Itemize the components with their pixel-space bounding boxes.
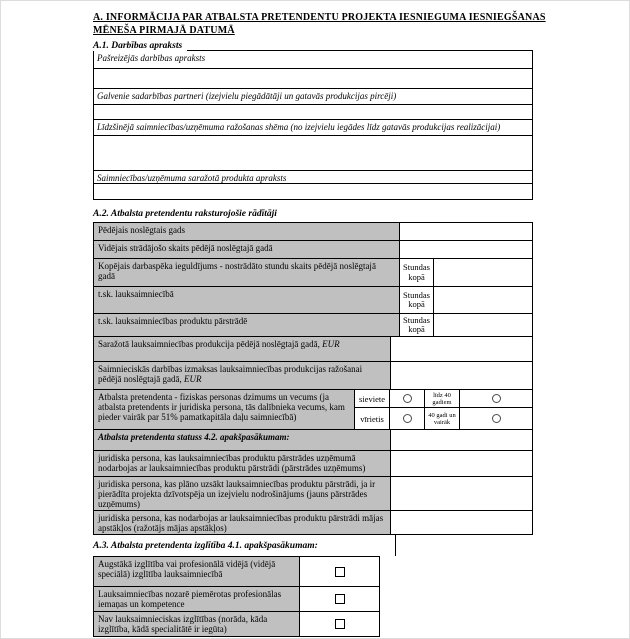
table-row xyxy=(94,361,532,389)
page-title-line1: A. INFORMĀCIJA PAR ATBALSTA PRETENDENTU PROJEKTA IESNIEGUMA IESNIEGŠANAS xyxy=(93,12,546,23)
table-row xyxy=(94,313,532,336)
table-row xyxy=(94,286,532,313)
page-title-line2: MĒNEŠA PIRMAJĀ DATUMĀ xyxy=(93,24,235,36)
input-cell-total-labour-hours[interactable] xyxy=(433,259,532,286)
radio-cell-over40[interactable] xyxy=(459,408,532,429)
row-label-last-closed-year: Pēdējais noslēgtais gads xyxy=(94,223,399,240)
input-cell-production-eur[interactable] xyxy=(390,337,532,361)
checkbox-cell-education-none[interactable] xyxy=(299,612,379,636)
radio-male-icon[interactable] xyxy=(403,414,412,423)
gender-row-female xyxy=(355,390,532,407)
a3-table xyxy=(93,556,380,637)
section-a1-heading-text: A.1. Darbības apraksts xyxy=(93,41,183,51)
input-cell-costs-eur[interactable] xyxy=(390,362,532,389)
checkbox-cell-education-skills[interactable] xyxy=(299,587,379,611)
label-over40: 40 gadi un vairāk xyxy=(424,408,459,429)
section-a2-heading: A.2. Atbalsta pretendentu raksturojošie rādītāji xyxy=(93,209,277,219)
row-label-gender-age: Atbalsta pretendenta - fiziskas personas dzimums un vecums (ja atbalsta pretendents ir juridiska persona, tās dalībnieka vecums, kam pieder vairāk par 51% pamatkapitāla daļu saimniecībā) xyxy=(94,390,354,429)
input-cell-last-closed-year[interactable] xyxy=(399,223,532,240)
heading-rule xyxy=(187,50,533,51)
label-female: sieviete xyxy=(355,390,389,407)
a2-table xyxy=(93,222,533,535)
input-cell-avg-employees[interactable] xyxy=(399,241,532,258)
table-row xyxy=(94,510,532,534)
eur-unit: EUR xyxy=(183,374,202,384)
a1-table xyxy=(93,51,533,200)
row-label-costs-eur: Saimnieciskās darbības izmaksas lauksaimniecības produkcijas ražošanai pēdējā noslēgtajā gadā, EUR xyxy=(94,362,390,389)
row-label-total-labour: Kopējais darbaspēka ieguldījums - nostrādāto stundu skaits pēdējā noslēgtajā gadā xyxy=(94,259,399,286)
radio-over40-icon[interactable] xyxy=(492,414,501,423)
table-row xyxy=(94,476,532,510)
page-title xyxy=(93,12,546,37)
table-row xyxy=(94,223,532,240)
eur-unit: EUR xyxy=(322,339,340,349)
row-label-status-heading: Atbalsta pretendenta statuss 4.2. apakšpasākumam: xyxy=(94,430,390,450)
input-cell-status-option-1[interactable] xyxy=(390,451,532,476)
table-row xyxy=(94,336,532,361)
table-row xyxy=(94,611,379,636)
table-row xyxy=(94,557,379,586)
a1-field-label-partners: Galvenie sadarbības partneri (izejvielu piegādātāji un gatavās produkcijas pircēji) xyxy=(94,89,532,105)
a1-field-input-product-description[interactable] xyxy=(94,184,532,199)
radio-cell-female[interactable] xyxy=(389,390,424,407)
table-row xyxy=(94,240,532,258)
unit-label-hours-total: Stundas kopā xyxy=(399,287,433,313)
input-cell-processing-hours[interactable] xyxy=(433,314,532,336)
a1-field-input-partners[interactable] xyxy=(94,105,532,120)
row-label-status-option-2: juridiska persona, kas plāno uzsākt lauksaimniecības produktu pārstrādi, ja ir pierādīta projekta dzīvotspēja un izejvielu nodrošinājums (jauns pārstrādes uzņēmums) xyxy=(94,477,390,510)
a1-field-input-current-activity[interactable] xyxy=(94,69,532,89)
table-row xyxy=(94,586,379,611)
row-label-status-option-3: juridiska persona, kas nodarbojas ar lauksaimniecības produktu pārstrādi mājas apstākļos (ražotājs mājas apstākļos) xyxy=(94,511,390,534)
radio-under40-icon[interactable] xyxy=(492,394,501,403)
row-label-avg-employees: Vidējais strādājošo skaits pēdējā noslēgtajā gadā xyxy=(94,241,399,258)
radio-cell-under40[interactable] xyxy=(459,390,532,407)
checkbox-education-none-icon[interactable] xyxy=(335,619,345,629)
a1-field-label-product-description: Saimniecības/uzņēmuma saražotā produkta apraksts xyxy=(94,171,532,184)
table-row xyxy=(94,450,532,476)
checkbox-cell-education-higher[interactable] xyxy=(299,557,379,586)
radio-cell-male[interactable] xyxy=(389,408,424,429)
section-a1-heading xyxy=(93,41,533,51)
row-label-education-higher: Augstākā izglītība vai profesionālā vidējā (vidējā speciālā) izglītība lauksaimniecībā xyxy=(94,557,299,586)
a1-field-input-production-scheme[interactable] xyxy=(94,136,532,171)
row-label-incl-agriculture: t.sk. lauksaimniecībā xyxy=(94,287,399,313)
input-cell-status-heading[interactable] xyxy=(390,430,532,450)
gender-age-grid xyxy=(354,390,532,429)
a1-field-label-production-scheme: Līdzšinējā saimniecības/uzņēmuma ražošanas shēma (no izejvielu iegādes līdz gatavās produkcijas realizācijai) xyxy=(94,120,532,136)
table-row xyxy=(94,429,532,450)
radio-female-icon[interactable] xyxy=(403,394,412,403)
a1-field-label-current-activity: Pašreizējās darbības apraksts xyxy=(94,51,532,69)
row-label-education-skills: Lauksaimniecības nozarē piemērotas profesionālas iemaņas un kompetence xyxy=(94,587,299,611)
label-under40: līdz 40 gadiem xyxy=(424,390,459,407)
label-male: vīrietis xyxy=(355,408,389,429)
row-label-incl-processing: t.sk. lauksaimniecības produktu pārstrādē xyxy=(94,314,399,336)
input-cell-agriculture-hours[interactable] xyxy=(433,287,532,313)
table-row xyxy=(94,258,532,286)
checkbox-education-skills-icon[interactable] xyxy=(335,594,345,604)
input-cell-status-option-2[interactable] xyxy=(390,477,532,510)
checkbox-education-higher-icon[interactable] xyxy=(335,567,345,577)
gender-row-male xyxy=(355,407,532,429)
unit-label-hours-total: Stundas kopā xyxy=(399,259,433,286)
row-label-production-eur: Saražotā lauksaimniecības produkcija pēdējā noslēgtajā gadā, EUR xyxy=(94,337,390,361)
input-cell-status-option-3[interactable] xyxy=(390,511,532,534)
gender-age-row xyxy=(94,389,532,429)
section-a3-heading: A.3. Atbalsta pretendenta izglītība 4.1. apakšpasākumam: xyxy=(93,535,396,556)
row-label-status-option-1: juridiska persona, kas lauksaimniecības produktu pārstrādes uzņēmumā nodarbojas ar lauksaimniecības produktu pārstrādi (pārstrādes uzņēmums) xyxy=(94,451,390,476)
unit-label-hours-total: Stundas kopā xyxy=(399,314,433,336)
row-label-education-none: Nav lauksaimnieciskas izglītības (norāda, kāda izglītība, kādā specialitātē ir iegūta) xyxy=(94,612,299,636)
